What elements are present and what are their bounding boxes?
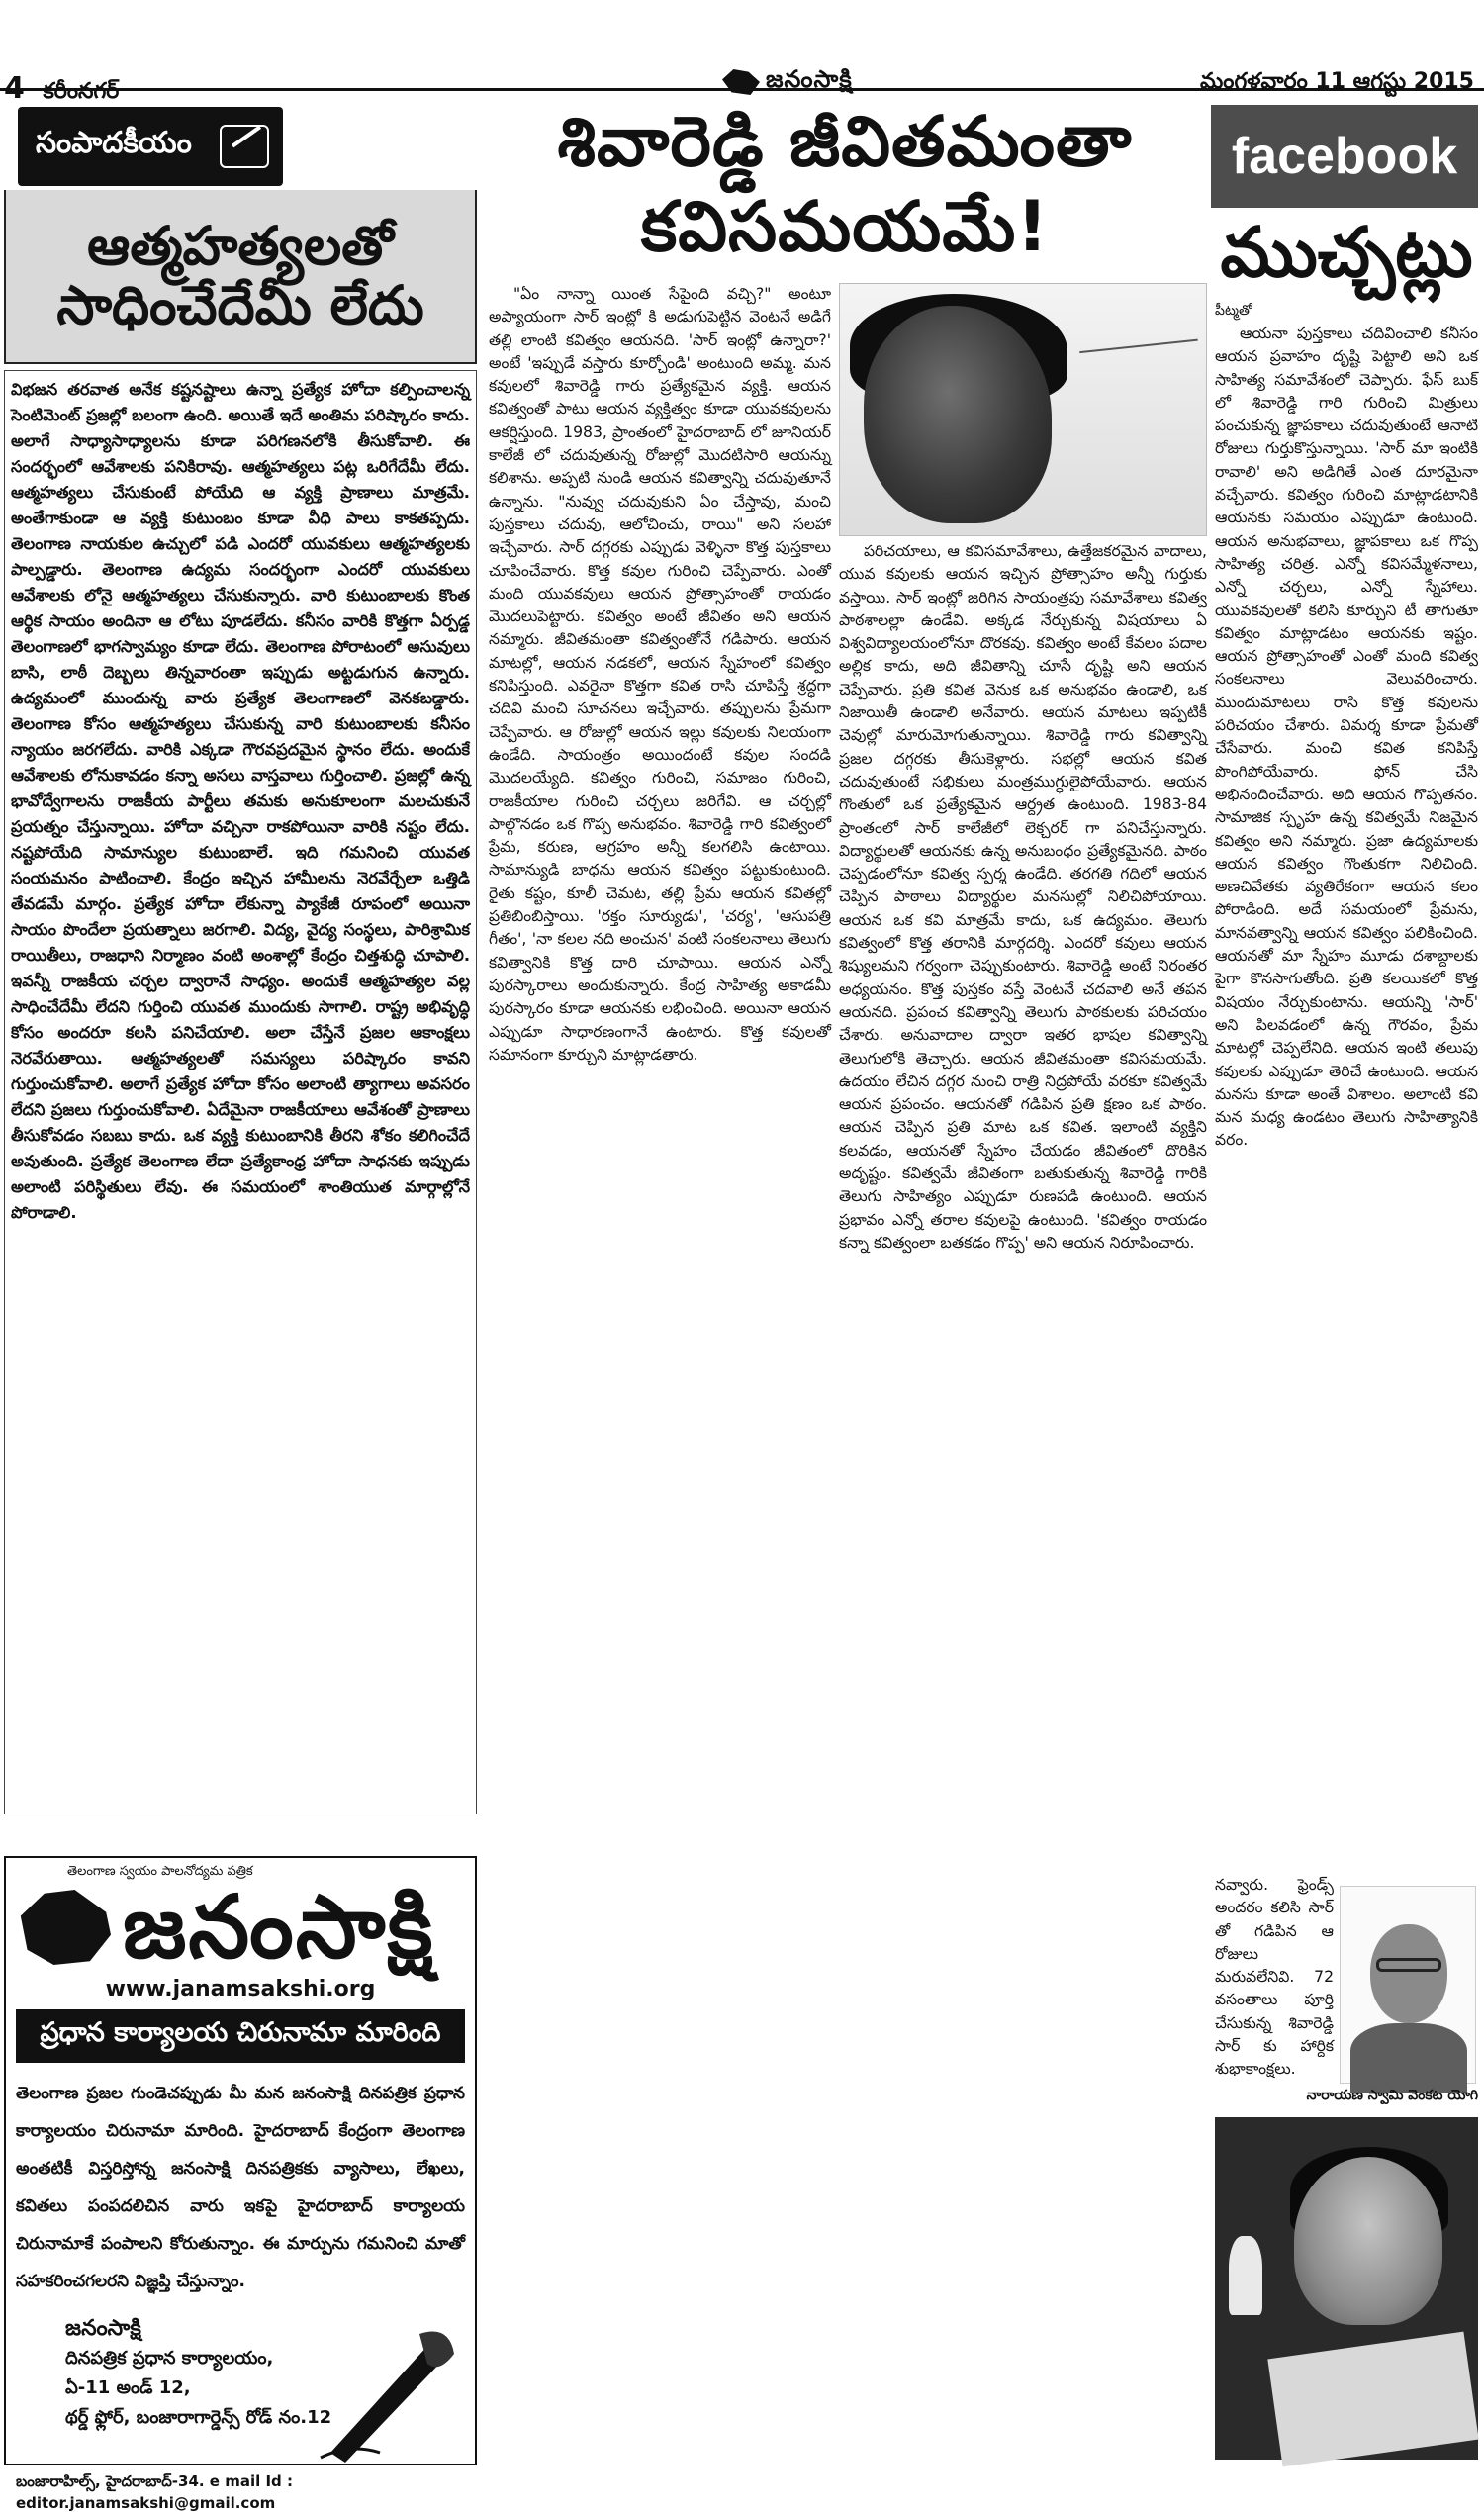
promo-text: తెలంగాణ ప్రజల గుండెచప్పుడు మీ మన జనంసాక్షి దినపత్రిక ప్రధాన కార్యాలయం చిరునామా మారింది. హైదరాబాద్ కేంద్రంగా తెలంగాణ అంతటికీ విస్తరిస్తోన్న జనంసాక్షి దినపత్రికకు వ్యాసాలు, లేఖలు, కవితలు పంపదలిచిన వారు ఇకపై హైదరాబాద్ కార్యాలయ చిరునామాకే పంపాలని కోరుతున్నాం. ఈ మార్పును గమనించి మాతో సహకరించగలరని విజ్ఞప్తి చేస్తున్నాం. [16, 2084, 465, 2291]
author-closing-text [1215, 1874, 1334, 2079]
article-col3-text: ఆయనా పుస్తకాలు చదివించాలి కనీసం ఆయన ప్రవాహం దృష్టి పెట్టాలి అని ఒక సాహిత్య సమావేశంలో చెప్పారు. ఫేస్ బుక్ లో శివారెడ్డి గారి గురించి మిత్రులు పంచుకున్న జ్ఞాపకాలు చదువుతుంటే ఆనాటి రోజులు గుర్తుకొస్తున్నాయి. 'సార్ మా ఇంటికి రావాలి' అని అడిగితే ఎంత దూరమైనా వచ్చేవారు. కవిత్వం గురించి మాట్లాడటానికి ఆయనకు సమయం ఎప్పుడూ ఉంటుంది. ఆయన అనుభవాలు, జ్ఞాపకాలు ఒక గొప్ప సాహిత్య చరిత్ర. ఎన్నో కవిసమ్మేళనాలు, ఎన్నో చర్చలు, ఎన్నో స్నేహాలు. యువకవులతో కలిసి కూర్చుని టీ తాగుతూ కవిత్వం మాట్లాడటం ఆయనకు ఇష్టం. ఆయన ప్రోత్సాహంతో ఎంతో మంది కవిత్వ సంకలనాలు వెలువరించారు. ముందుమాటలు రాసి కొత్త కవులను పరిచయం చేశారు. విమర్శ కూడా ప్రేమతో చేసేవారు. మంచి కవిత కనిపిస్తే పొంగిపోయేవారు. ఫోన్ చేసి అభినందించేవారు. అది ఆయన గొప్పతనం. సామాజిక స్పృహ ఉన్న కవిత్వమే నిజమైన కవిత్వం అని నమ్మారు. ప్రజా ఉద్యమాలకు ఆయన కవిత్వం గొంతుకగా నిలిచింది. అణచివేతకు వ్యతిరేకంగా ఆయన కలం పోరాడింది. అదే సమయంలో ప్రేమను, మానవత్వాన్ని ఆయన కవిత్వం పలికించింది. ఆయనతో మా స్నేహం మూడు దశాబ్దాలకు పైగా కొనసాగుతోంది. ప్రతి కలయికలో కొత్త విషయం నేర్చుకుంటాను. ఆయన్ని 'సార్' అని పిలవడంలో ఉన్న గౌరవం, ప్రేమ మాటల్లో చెప్పలేనిది. ఆయన ఇంటి తలుపు కవులకు ఎప్పుడూ తెరిచే ఉంటుంది. ఆయన మనసు కూడా అంతే విశాలం. అలాంటి కవి మన మధ్య ఉండటం తెలుగు సాహిత్యానికి వరం. [1215, 325, 1478, 1150]
promo-box [4, 1856, 477, 2512]
masthead-small [722, 65, 853, 99]
article-column-3 [1215, 323, 1478, 1866]
facebook-byline: పీట్మతో [1215, 303, 1252, 319]
author-body [1350, 2023, 1467, 2093]
writing-hand-icon [311, 2314, 459, 2463]
author-photo [1340, 1886, 1476, 2084]
address-footer: బంజారాహిల్స్, హైదరాబాద్-34. e mail Id : editor.janamsakshi@gmail.com [16, 2472, 293, 2512]
author-face [1370, 1924, 1447, 2023]
promo-band: ప్రధాన కార్యాలయ చిరునామా మారింది [16, 2009, 465, 2063]
author-closing-paragraph: నవ్వారు. ఫ్రెండ్స్ అందరం కలిసి సార్ తో గడిపిన ఆ రోజులు మరువలేనివి. 72 వసంతాలు పూర్తి చేసుకున్న శివారెడ్డి సార్ కు హార్దిక శుభాకాంక్షలు. [1215, 1876, 1334, 2079]
promo-kicker: తెలంగాణ స్వయం పాలనోద్యమ పత్రిక [67, 1864, 253, 1879]
signature-mark [1075, 302, 1198, 353]
editorial-paragraph: విభజన తరవాత అనేక కష్టనష్టాలు ఉన్నా ప్రత్యేక హోదా కల్పించాలన్న సెంటిమెంట్ ప్రజల్లో బలంగా ఉంది. అయితే ఇదే అంతిమ పరిష్కారం కాదు. అలాగే సాధ్యాసాధ్యాలను కూడా పరిగణనలోకి తీసుకోవాలి. ఈ సందర్భంలో ఆవేశాలకు పనికిరావు. ఆత్మహత్యలు పట్ల ఒరిగేదేమీ లేదు. ఆత్మహత్యలు చేసుకుంటే పోయేది ఆ వ్యక్తి ప్రాణాలు మాత్రమే. అంతేగాకుండా ఆ వ్యక్తి కుటుంబం కూడా వీధి పాలు కాకతప్పదు. తెలంగాణ నాయకుల ఉచ్చులో పడి ఎందరో యువకులు ఆత్మహత్యలకు పాల్పడ్డారు. తెలంగాణ ఉద్యమ సందర్భంగా ఎందరో యువకులు ఆవేశాలకు లోనై ఆత్మహత్యలు చేసుకున్నారు. వారి కుటుంబాలకు కొంత ఆర్థిక సాయం అందినా ఆ లోటు పూడలేదు. కనీసం వారికి కొత్తగా ఏర్పడ్డ తెలంగాణలో భాగస్వామ్యం కూడా లేదు. తెలంగాణ పోరాటంలో అసువులు బాసి, లాఠీ దెబ్బలు తిన్నవారంతా ఇప్పుడు అట్టడుగున ఉన్నారు. ఉద్యమంలో ముందున్న వారు ప్రత్యేక తెలంగాణలో వెనకబడ్డారు. తెలంగాణ కోసం ఆత్మహత్యలు చేసుకున్న వారి కుటుంబాలకు కనీసం న్యాయం జరగలేదు. వారికి ఎక్కడా గౌరవప్రదమైన స్థానం లేదు. అందుకే ఆవేశాలకు లోనుకావడం కన్నా అసలు వాస్తవాలు గుర్తించాలి. ప్రజల్లో ఉన్న భావోద్వేగాలను రాజకీయ పార్టీలు తమకు అనుకూలంగా మలచుకునే ప్రయత్నం చేస్తున్నాయి. హోదా వచ్చినా రాకపోయినా వారికి నష్టం లేదు. నష్టపోయేది సామాన్యుల కుటుంబాలే. ఇది గమనించి యువత సంయమనం పాటించాలి. కేంద్రం ఇచ్చిన హామీలను నెరవేర్చేలా ఒత్తిడి తేవడమే మార్గం. ప్రత్యేక హోదా లేకున్నా ప్యాకేజీ రూపంలో అయినా సాయం పొందేలా ప్రయత్నాలు జరగాలి. విద్య, వైద్య సంస్థలు, పారిశ్రామిక రాయితీలు, రాజధాని నిర్మాణం వంటి అంశాల్లో కేంద్రం చిత్తశుద్ధి చూపాలి. ఇవన్నీ రాజకీయ చర్చల ద్వారానే సాధ్యం. అందుకే ఆత్మహత్యల వల్ల సాధించేదేమీ లేదని గుర్తించి యువత ముందుకు సాగాలి. రాష్ట్ర అభివృద్ధి కోసం అందరూ కలసి పనిచేయాలి. అలా చేస్తేనే ప్రజల ఆకాంక్షలు నెరవేరుతాయి. ఆత్మహత్యలతో సమస్యలు పరిష్కారం కావని గుర్తుంచుకోవాలి. అలాగే ప్రత్యేక హోదా కోసం అలాంటి త్యాగాలు అవసరం లేదని ప్రజలు గుర్తుంచుకోవాలి. ఏదేమైనా రాజకీయాలు ఆవేశంతో ప్రాణాలు తీసుకోవడం సబబు కాదు. ఒక వ్యక్తి కుటుంబానికి తీరని శోకం కలిగించేదే అవుతుంది. ప్రత్యేక తెలంగాణ లేదా ప్రత్యేకాంధ్ర హోదా సాధనకు ఇప్పుడు అలాంటి పరిస్థితులు లేవు. ఈ సమయంలో శాంతియుత మార్గాల్లోనే పోరాడాలి. [11, 380, 470, 1222]
telangana-map-icon [722, 69, 760, 95]
article-col1-text: "ఏం నాన్నా యింత సేపైంది వచ్చి?" అంటూ అప్యాయంగా సార్ ఇంట్లో కి అడుగుపెట్టిన వెంటనే అడిగే తల్లి లాంటి కవిత్వం ఆయనది. 'సార్ ఇంట్లో ఉన్నారా?' అంటే 'ఇప్పుడే వస్తారు కూర్చోండి' అంటుంది అమ్మ. మన కవులలో శివారెడ్డి గారు ప్రత్యేకమైన వ్యక్తి. ఆయన కవిత్వంతో పాటు ఆయన వ్యక్తిత్వం కూడా యువకవులను ఆకర్షిస్తుంది. 1983, ప్రాంతంలో హైదరాబాద్ లో జూనియర్ కాలేజీ లో చదువుతున్న రోజుల్లో మొదటిసారి ఆయన్ను కలిశాను. అప్పటి నుండి ఆయన కవిత్వాన్ని చదువుతూనే ఉన్నాను. "నువ్వు చదువుకుని ఏం చేస్తావు, మంచి పుస్తకాలు చదువు, ఆలోచించు, రాయి" అని సలహా ఇచ్చేవారు. సార్ దగ్గరకు ఎప్పుడు వెళ్ళినా కొత్త పుస్తకాలు చూపించేవారు. కొత్త కవుల గురించి చెప్పేవారు. ఎంతో మంది యువకవులు ఆయన ప్రోత్సాహంతో రాయడం మొదలుపెట్టారు. కవిత్వం అంటే జీవితం అని ఆయన నమ్మారు. జీవితమంతా కవిత్వంతోనే గడిపారు. ఆయన మాటల్లో, ఆయన నడకలో, ఆయన స్నేహంలో కవిత్వం కనిపిస్తుంది. ఎవరైనా కొత్తగా కవిత రాసి చూపిస్తే శ్రద్ధగా చదివి మంచి సూచనలు ఇచ్చేవారు. తప్పులను ప్రేమగా చెప్పేవారు. ఆ రోజుల్లో ఆయన ఇల్లు కవులకు నిలయంగా ఉండేది. సాయంత్రం అయిందంటే కవుల సందడి మొదలయ్యేది. కవిత్వం గురించి, సమాజం గురించి, రాజకీయాల గురించి చర్చలు జరిగేవి. ఆ చర్చల్లో పాల్గొనడం ఒక గొప్ప అనుభవం. శివారెడ్డి గారి కవిత్వంలో ప్రేమ, కరుణ, ఆగ్రహం అన్నీ కలగలిసి ఉంటాయి. సామాన్యుడి బాధను ఆయన కవిత్వం పట్టుకుంటుంది. రైతు కష్టం, కూలీ చెమట, తల్లి ప్రేమ ఆయన కవితల్లో ప్రతిబింబిస్తాయి. 'రక్తం సూర్యుడు', 'చర్య', 'ఆసుపత్రి గీతం', 'నా కలల నది అంచున' వంటి సంకలనాలు తెలుగు కవిత్వానికి కొత్త దారి చూపాయి. ఆయన ఎన్నో పురస్కారాలు అందుకున్నారు. కేంద్ర సాహిత్య అకాడమీ పురస్కారం కూడా ఆయనకు లభించింది. అయినా ఆయన ఎప్పుడూ సాధారణంగానే ఉంటారు. కొత్త కవులతో సమానంగా కూర్చుని మాట్లాడతారు. [489, 285, 831, 1064]
page-header [0, 0, 1484, 106]
editorial-headline-line2: సాధించేదేమీ లేదు [56, 274, 424, 336]
promo-url[interactable]: www.janamsakshi.org [105, 1977, 376, 2001]
page-number-value: 4 [4, 71, 25, 106]
reading-paper [1267, 2332, 1478, 2467]
address-line-1: దినపత్రిక ప్రధాన కార్యాలయం, [65, 2348, 274, 2369]
article-column-1 [489, 283, 831, 2460]
author-glasses [1376, 1958, 1441, 1972]
reading-figure [1294, 2157, 1442, 2325]
dateline: మంగళవారం 11 ఆగస్టు 2015 [1200, 69, 1474, 94]
main-headline [489, 99, 1201, 273]
promo-masthead [16, 1876, 465, 1978]
editorial-tag [18, 107, 283, 186]
address-line-3: థర్డ్ ఫ్లోర్, బంజారాగార్డెన్స్ రోడ్ నం.12 [65, 2407, 332, 2428]
main-headline-line2: కవిసమయమే! [640, 186, 1050, 267]
editorial-column [4, 103, 477, 1814]
facebook-logo: facebook [1211, 105, 1478, 208]
facebook-section-title: ముచ్చట్లు [1220, 212, 1473, 293]
article-col2-text: పరిచయాలు, ఆ కవిసమావేశాలు, ఉత్తేజకరమైన వాదాలు, యువ కవులకు ఆయన ఇచ్చిన ప్రోత్సాహం అన్నీ గుర్తుకు వస్తాయి. సార్ ఇంట్లో జరిగిన సాయంత్రపు సమావేశాలు కవిత్వ పాఠశాలల్లా ఉండేవి. అక్కడ నేర్చుకున్న విషయాలు ఏ విశ్వవిద్యాలయంలోనూ దొరకవు. కవిత్వం అంటే కేవలం పదాల అల్లిక కాదు, అది జీవితాన్ని చూసే దృష్టి అని ఆయన చెప్పేవారు. ప్రతి కవిత వెనుక ఒక అనుభవం ఉండాలి, ఒక నిజాయితీ ఉండాలి అనేవారు. ఆయన మాటలు ఇప్పటికీ చెవుల్లో మారుమోగుతున్నాయి. శివారెడ్డి గారు కవిత్వాన్ని ప్రజల దగ్గరకు తీసుకెళ్లారు. సభల్లో ఆయన కవిత చదువుతుంటే సభికులు మంత్రముగ్ధులైపోయేవారు. ఆయన గొంతులో ఒక ప్రత్యేకమైన ఆర్ద్రత ఉంటుంది. 1983-84 ప్రాంతంలో సార్ కాలేజీలో లెక్చరర్ గా పనిచేస్తున్నారు. విద్యార్థులతో ఆయనకు ఉన్న అనుబంధం ప్రత్యేకమైనది. పాఠం చెప్పడంలోనూ కవిత్వ స్పర్శ ఉండేది. తరగతి గదిలో ఆయన చెప్పిన పాఠాలు విద్యార్థుల మనసుల్లో నిలిచిపోయాయి. ఆయన ఒక కవి మాత్రమే కాదు, ఒక ఉద్యమం. తెలుగు కవిత్వంలో కొత్త తరానికి మార్గదర్శి. ఎందరో కవులు ఆయన శిష్యులమని గర్వంగా చెప్పుకుంటారు. శివారెడ్డి అంటే నిరంతర అధ్యయనం. కొత్త పుస్తకం వస్తే వెంటనే చదవాలి అనే తపన ఆయనది. ప్రపంచ కవిత్వాన్ని తెలుగు పాఠకులకు పరిచయం చేశారు. అనువాదాల ద్వారా ఇతర భాషల కవిత్వాన్ని తెలుగులోకి తెచ్చారు. ఆయన జీవితమంతా కవిసమయమే. ఉదయం లేచిన దగ్గర నుంచి రాత్రి నిద్రపోయే వరకూ కవిత్వమే ఆయన ప్రపంచం. ఆయనతో గడిపిన ప్రతి క్షణం ఒక పాఠం. ఆయన చెప్పిన ప్రతి మాట ఒక కవిత. ఇలాంటి వ్యక్తిని కలవడం, ఆయనతో స్నేహం చేయడం జీవితంలో దొరికిన అదృష్టం. కవిత్వమే జీవితంగా బతుకుతున్న శివారెడ్డి గారికి తెలుగు సాహిత్యం ఎప్పుడూ రుణపడి ఉంటుంది. ఆయన ప్రభావం ఎన్నో తరాల కవులపై ఉంటుంది. 'కవిత్వం రాయడం కన్నా కవిత్వంలా బతకడం గొప్ప' అని ఆయన నిరూపించారు. [839, 542, 1207, 1252]
editorial-headline-line1: ఆత్మహత్యలతో [87, 214, 394, 277]
lamp-shape [1229, 2236, 1262, 2315]
pen-icon [220, 125, 269, 168]
editorial-tag-label: సంపాదకీయం [36, 126, 192, 160]
editorial-body [4, 370, 477, 1814]
article-column-2 [839, 540, 1207, 2460]
promo-address [16, 2314, 465, 2512]
address-line-2: ఏ-11 అండ్ 12, [65, 2377, 191, 2398]
telangana-map-icon [16, 1890, 111, 1965]
address-org: జనంసాక్షి [65, 2316, 141, 2341]
editorial-headline [4, 190, 477, 364]
poet-portrait-photo [839, 283, 1207, 536]
poet-reading-photo [1215, 2117, 1478, 2460]
edition-name: కరీంనగర్ [43, 79, 120, 104]
address-block [65, 2314, 331, 2433]
main-headline-line1: శివారెడ్డి జీవితమంతా [557, 101, 1133, 182]
promo-name: జనంసాక్షి [123, 1876, 435, 1978]
author-credit: నారాయణ స్వామి వెంకట యోగి [1306, 2088, 1478, 2103]
masthead-name: జనంసాక్షి [766, 65, 853, 93]
